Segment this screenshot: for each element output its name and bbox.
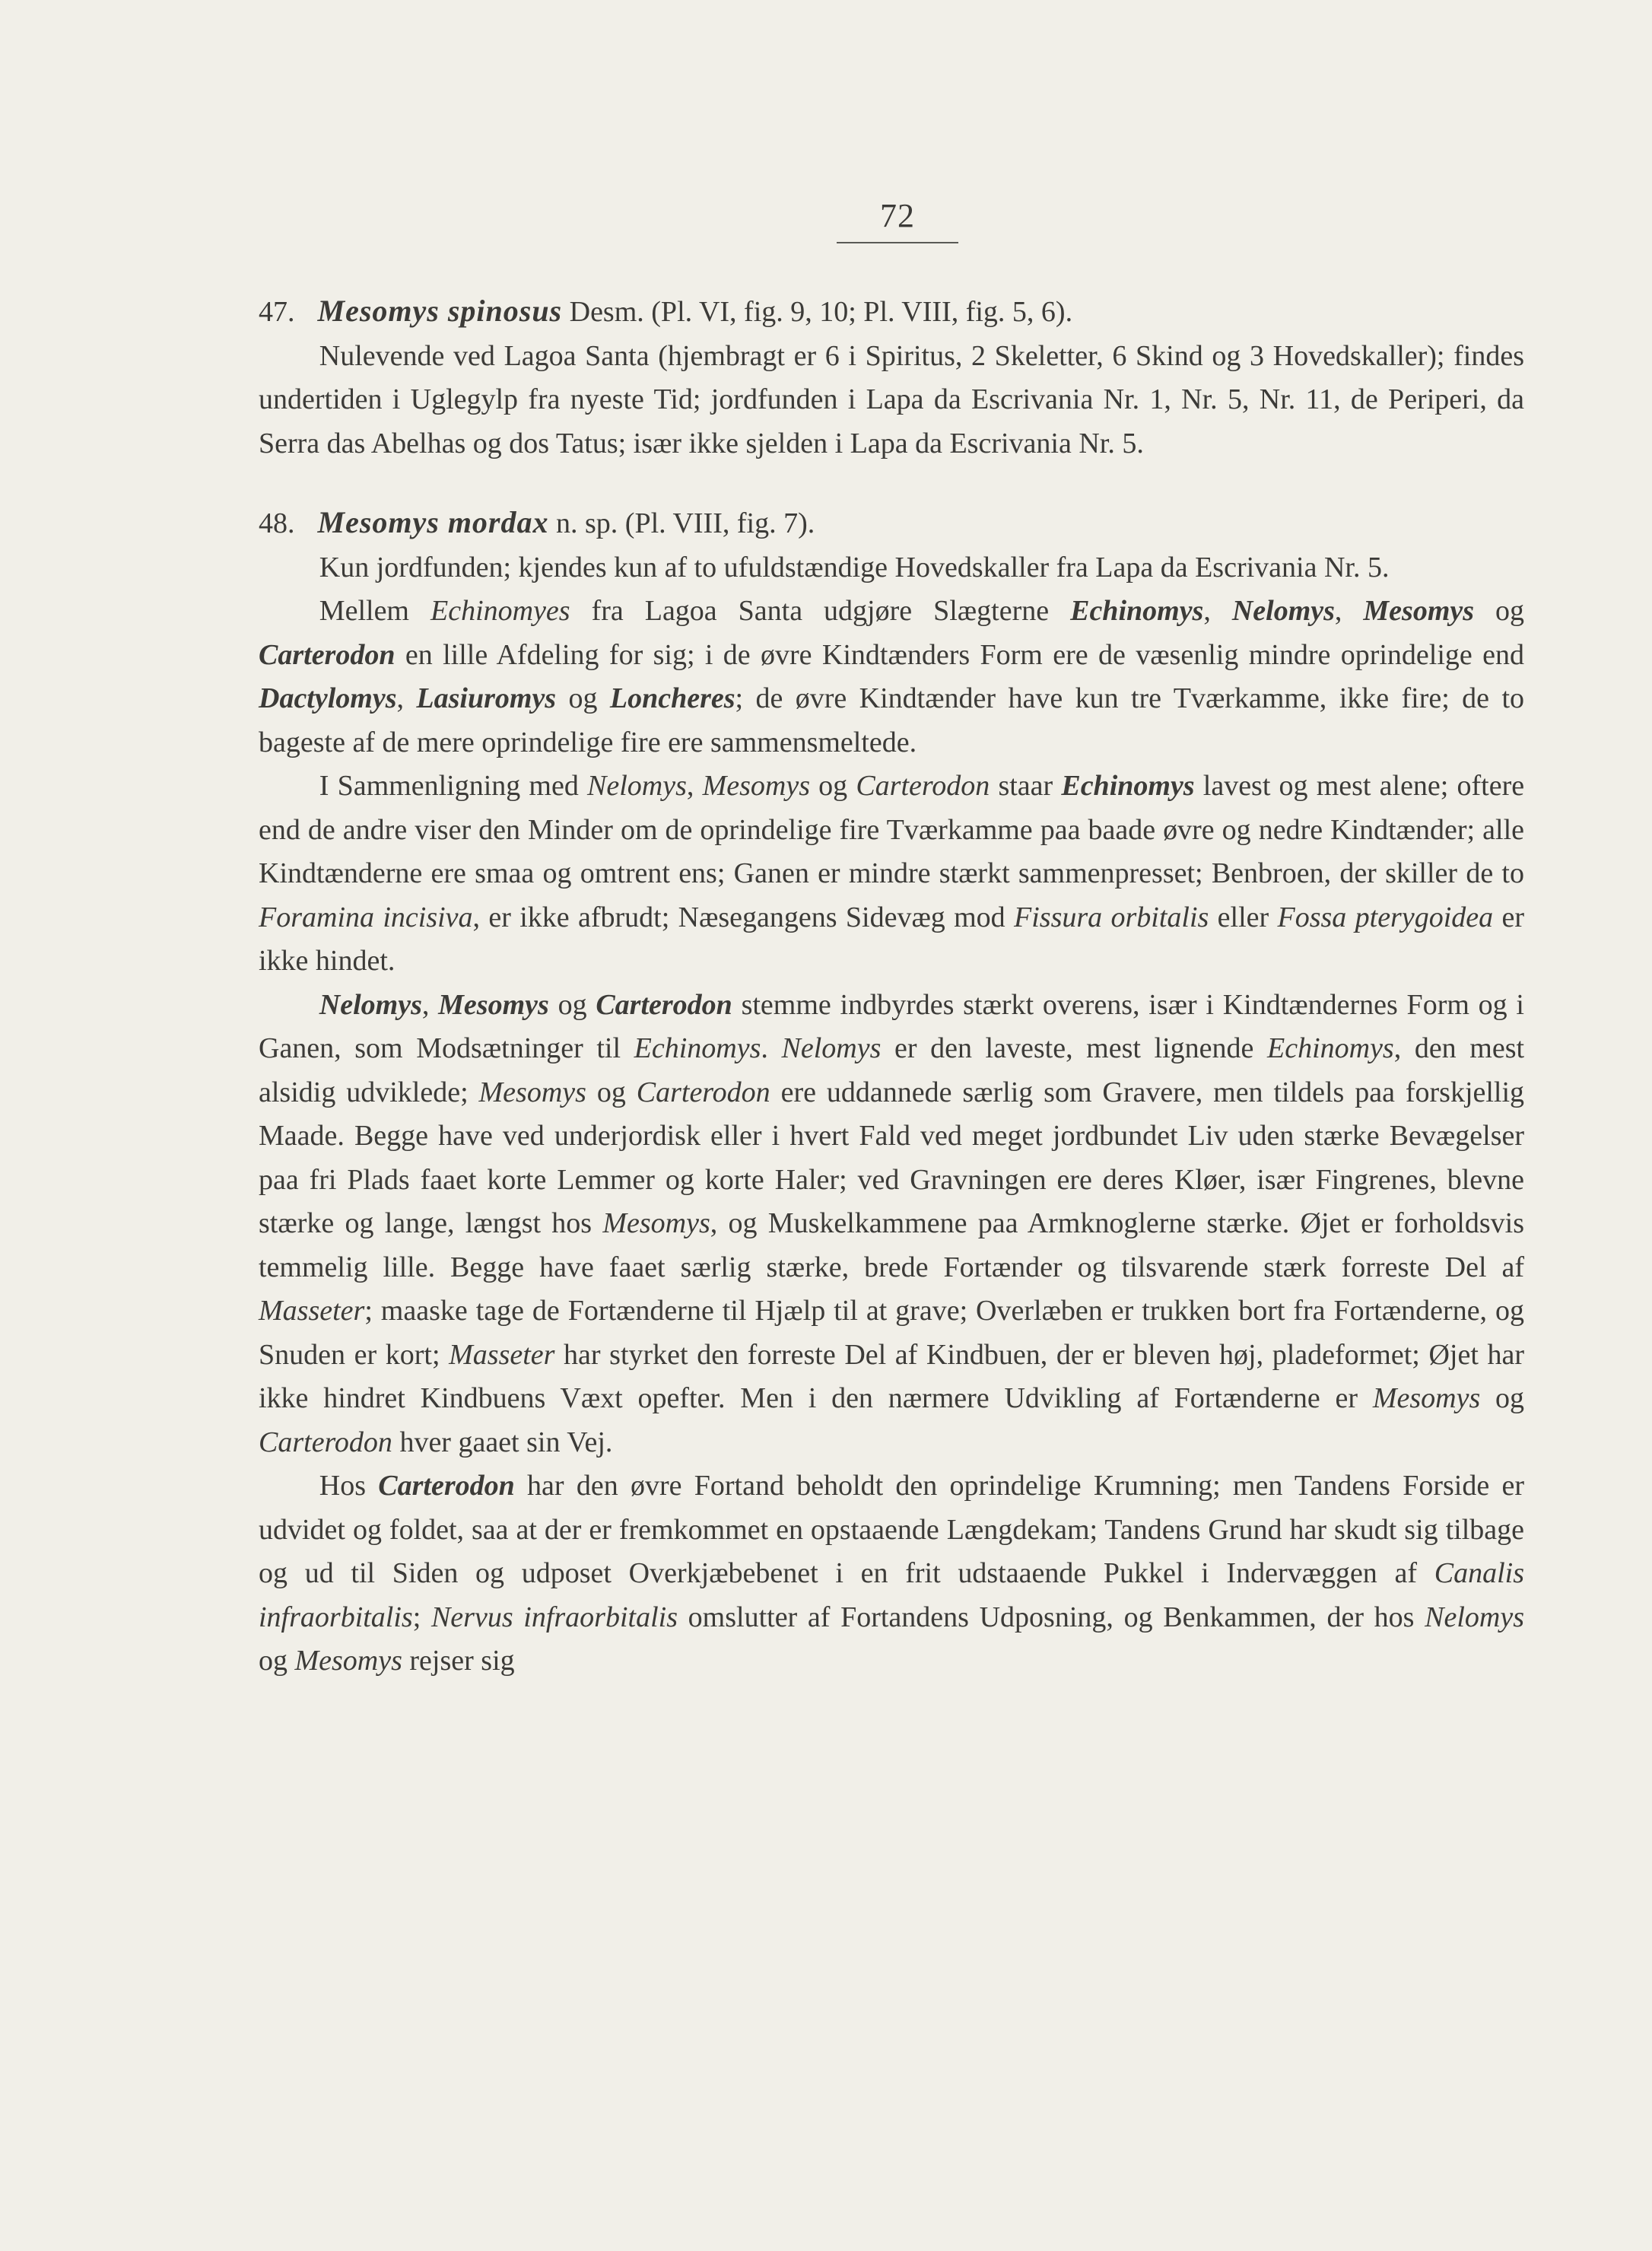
taxon-name: Echinomyes [430, 595, 570, 627]
taxon-name: Mesomys [1372, 1382, 1481, 1414]
punctuation: , [1334, 595, 1342, 627]
taxon-name: Carterodon [259, 638, 396, 671]
text-run: Hos [319, 1470, 367, 1502]
text-run: og [1495, 1382, 1525, 1414]
taxon-name: Mesomys [478, 1076, 586, 1108]
species-name: Mesomys spinosus [317, 294, 563, 328]
anatomical-term: Fissura orbitalis [1014, 901, 1209, 933]
taxon-name: Mesomys [294, 1645, 402, 1677]
taxon-name: Nelomys [319, 988, 422, 1021]
text-run: lavest og mest alene; oftere end de andre viser den Minder om de oprindelige fire Tværkamme paa baade øvre og nedre Kindtænder; alle Kindtænderne ere smaa og omtrent ens; Ganen er mindre stærkt sammenpresset; Benbroen, der skiller de to [259, 770, 1525, 889]
species-entry-47-heading [259, 289, 1524, 335]
text-run: rejser sig [409, 1645, 515, 1677]
taxon-name: Loncheres [609, 682, 735, 714]
taxon-name: Mesomys [1363, 595, 1475, 627]
species-entry-47-text: Nulevende ved Lagoa Santa (hjembragt er 6 i Spiritus, 2 Skeletter, 6 Skind og 3 Hovedskaller); findes undertiden i Uglegylp fra nyeste Tid; jordfunden i Lapa da Escrivania Nr. 1, Nr. 5, Nr. 11, de Periperi, da Serra das Abelhas og dos Tatus; især ikke sjelden i Lapa da Escrivania Nr. 5. [259, 339, 1524, 459]
text-run: og [818, 770, 848, 802]
text-run: og [558, 988, 587, 1021]
taxon-name: Carterodon [596, 988, 732, 1021]
text-run: Mellem [319, 595, 409, 627]
taxon-name: Mesomys [702, 770, 810, 802]
punctuation: , [686, 770, 694, 802]
taxon-name: Nelomys [587, 770, 687, 802]
text-run: eller [1217, 901, 1269, 933]
text-run: fra Lagoa Santa udgjøre Slægterne [591, 595, 1050, 627]
text-run: , den mest alsidig udviklede; [259, 1032, 1525, 1108]
text-run: og [1495, 595, 1525, 627]
taxon-name: Nelomys [781, 1032, 882, 1064]
text-run: og [568, 682, 598, 714]
species-name: Mesomys mordax [317, 505, 549, 539]
paragraph-comparison-echinomys [259, 765, 1524, 984]
species-entry-48-text: Kun jordfunden; kjendes kun af to ufuldstændige Hovedskaller fra Lapa da Escrivania Nr. 5. [319, 551, 1390, 583]
punctuation: ; [412, 1601, 421, 1633]
text-run: ; maaske tage de Fortænderne til Hjælp til at grave; Overlæben er trukken bort fra Fortænderne, og Snuden er kort; [259, 1295, 1524, 1371]
punctuation: , [1203, 595, 1211, 627]
text-run: og [259, 1645, 288, 1677]
taxon-name: Echinomys [1266, 1032, 1394, 1064]
taxon-name: Nelomys [1231, 595, 1335, 627]
taxon-name: Lasiuromys [416, 682, 557, 714]
taxon-name: Echinomys [1070, 595, 1204, 627]
taxon-name: Mesomys [438, 988, 549, 1021]
anatomical-term: Nervus infraorbitalis [430, 1601, 678, 1633]
page-body [259, 289, 1524, 1683]
text-run: staar [998, 770, 1053, 802]
anatomical-term: Masseter [259, 1295, 365, 1327]
text-run: ; de øvre Kindtænder have kun tre Tværkamme, ikke fire; de to bageste af de mere oprindelige fire ere sammensmeltede. [259, 682, 1524, 758]
paragraph-nelomys-mesomys-carterodon [259, 984, 1524, 1465]
taxon-name: Carterodon [856, 770, 990, 802]
species-entry-48-heading [259, 501, 1524, 546]
page-number: 72 [880, 197, 915, 234]
taxon-name: Echinomys [1061, 770, 1195, 802]
text-run: er ikke hindet. [259, 901, 1525, 977]
text-run: , og Muskelkammene paa Armknoglerne stærke. Øjet er forholdsvis temmelig lille. Begge have faaet særlig stærke, brede Fortænder og tilsvarende stærk forreste Del af [259, 1207, 1525, 1283]
species-authority: n. sp. (Pl. VIII, fig. 7). [556, 507, 815, 539]
text-run: har den øvre Fortand beholdt den oprindelige Krumning; men Tandens Forside er udvidet og foldet, saa at der er fremkommet en opstaaende Længdekam; Tandens Grund har skudt sig tilbage og ud til Siden og udposet Overkjæbebenet i en frit udstaaende Pukkel i Indervæggen af [259, 1470, 1525, 1589]
taxon-name: Carterodon [259, 1426, 392, 1458]
punctuation: . [761, 1032, 768, 1064]
text-run: er den laveste, mest lignende [894, 1032, 1254, 1064]
punctuation: , [396, 682, 405, 714]
species-number: 47. [259, 296, 295, 328]
text-run: en lille Afdeling for sig; i de øvre Kindtænders Form ere de væsenlig mindre oprindelige end [405, 638, 1524, 671]
paragraph-echinomyes-division [259, 590, 1524, 765]
anatomical-term: Fossa pterygoidea [1277, 901, 1494, 933]
taxon-name: Carterodon [378, 1470, 515, 1502]
species-authority: Desm. (Pl. VI, fig. 9, 10; Pl. VIII, fig. 5, 6). [569, 296, 1073, 328]
taxon-name: Carterodon [636, 1076, 770, 1108]
section-gap [259, 466, 1524, 501]
text-run: ere uddannede særlig som Gravere, men tildels paa forskjellig Maade. Begge have ved underjordisk eller i hvert Fald ved meget jordbundet Liv uden stærke Bevægelser paa fri Plads faaet korte Lemmer og korte Haler; ved Gravningen ere deres Kløer, især Fingrenes, blevne stærke og lange, længst hos [259, 1076, 1525, 1239]
text-run: og [596, 1076, 626, 1108]
text-run: hver gaaet sin Vej. [399, 1426, 613, 1458]
paragraph-carterodon-incisor [259, 1464, 1524, 1683]
text-run: I Sammenligning med [319, 770, 579, 802]
species-number: 48. [259, 507, 295, 539]
page-number-rule [837, 242, 958, 243]
text-run: har styrket den forreste Del af Kindbuen, der er bleven høj, pladeformet; Øjet har ikke hindret Kindbuens Væxt opefter. Men i den nærmere Udvikling af Fortænderne er [259, 1338, 1525, 1414]
text-run: omslutter af Fortandens Udposning, og Benkammen, der hos [688, 1601, 1415, 1633]
taxon-name: Mesomys [602, 1207, 710, 1239]
anatomical-term: Foramina incisiva [259, 901, 473, 933]
taxon-name: Dactylomys [259, 682, 397, 714]
taxon-name: Nelomys [1425, 1601, 1524, 1633]
punctuation: , [421, 988, 430, 1021]
anatomical-term: Canalis infraorbitalis [259, 1557, 1525, 1633]
text-run: , er ikke afbrudt; Næsegangens Sidevæg mod [472, 901, 1005, 933]
taxon-name: Echinomys [634, 1032, 761, 1064]
text-run: stemme indbyrdes stærkt overens, især i Kindtændernes Form og i Ganen, som Modsætninger til [259, 988, 1524, 1064]
anatomical-term: Masseter [449, 1338, 555, 1371]
